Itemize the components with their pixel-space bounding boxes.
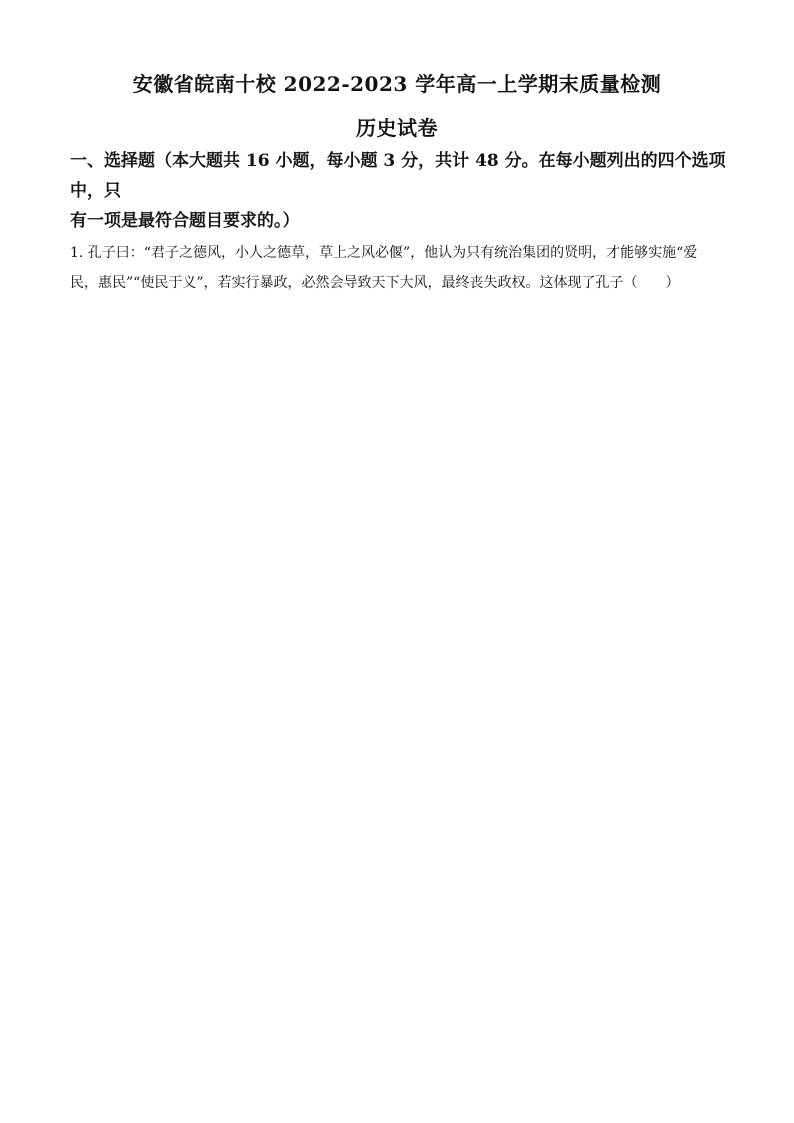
q1-stem-line-1: 1. 孔子曰：“君子之德风，小人之德草，草上之风必偃”，他认为只有统治集团的贤明，才能够实施“爱 [70, 245, 698, 261]
section-heading-line-1: 一、选择题（本大题共 16 小题，每小题 3 分，共计 48 分。在每小题列出的四个选项中，只 [70, 151, 726, 201]
page-title: 安徽省皖南十校 2022-2023 学年高一上学期末质量检测 [132, 72, 662, 96]
section-heading [70, 146, 730, 236]
q1-stem-line-2: 民，惠民”“使民于义”，若实行暴政，必然会导致天下大风，最终丧失政权。这体现了孔子（ ） [70, 275, 680, 291]
section-heading-line-2: 有一项是最符合题目要求的。） [70, 211, 300, 231]
page-subtitle: 历史试卷 [356, 116, 438, 140]
